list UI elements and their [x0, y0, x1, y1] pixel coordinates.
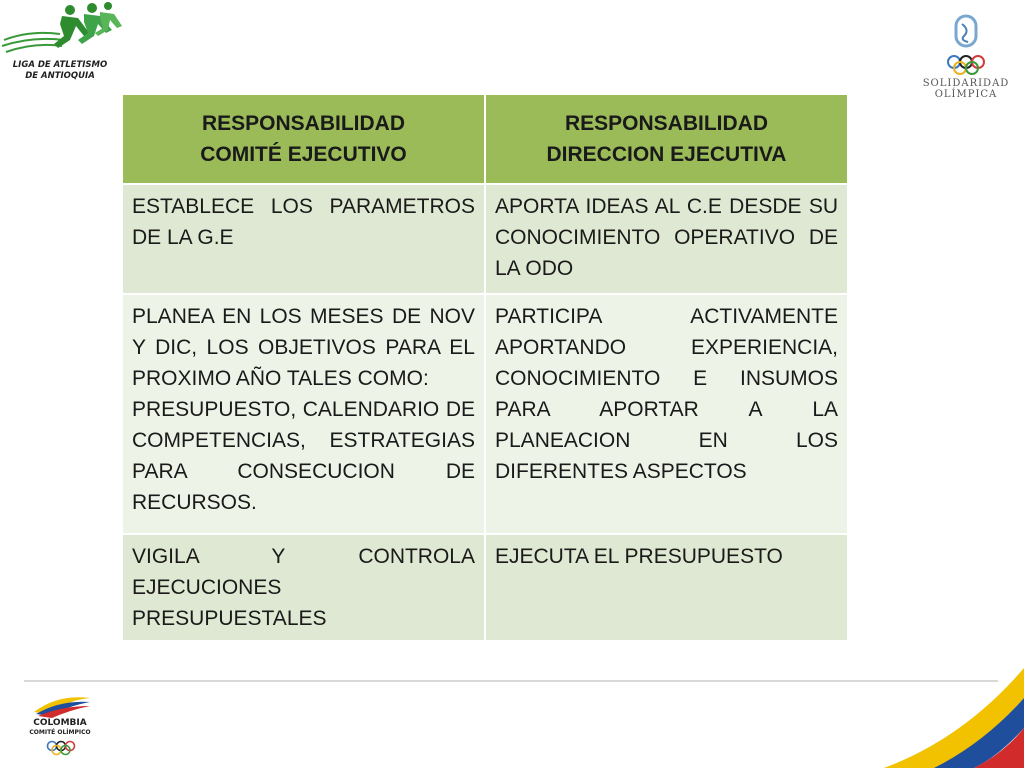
- colombia-logo-line2: COMITÉ OLÍMPICO: [29, 729, 91, 736]
- header-comite-line2: COMITÉ EJECUTIVO: [200, 143, 407, 166]
- responsibility-table: [121, 93, 849, 642]
- header-direccion-line1: RESPONSABILIDAD: [564, 112, 769, 135]
- colombia-logo-line1: COLOMBIA: [33, 718, 87, 728]
- table-row: [122, 294, 848, 534]
- cell-comite-text: PLANEA EN LOS MESES DE NOV Y DIC, LOS OBJETIVOS PARA EL PROXIMO AÑO TALES COMO: PRESUPUESTO, CALENDARIO DE COMPETENCIAS, ESTRATEGIAS PARA CONSECUCION DE RECURSOS.: [132, 305, 475, 514]
- cell-direccion-text: EJECUTA EL PRESUPUESTO: [495, 545, 783, 568]
- cell-direccion: [485, 184, 848, 294]
- cell-comite-text: ESTABLECE LOS PARAMETROS DE LA G.E: [132, 195, 475, 249]
- cell-direccion-text: APORTA IDEAS AL C.E DESDE SU CONOCIMIENTO OPERATIVO DE LA ODO: [495, 195, 838, 280]
- table-row: [122, 184, 848, 294]
- liga-logo-line2: DE ANTIOQUIA: [25, 71, 95, 81]
- table-header-row: [122, 94, 848, 184]
- cell-direccion: [485, 534, 848, 641]
- cell-direccion-text: PARTICIPA ACTIVAMENTE APORTANDO EXPERIENCIA, CONOCIMIENTO E INSUMOS PARA APORTAR A LA PLANEACION EN LOS DIFERENTES ASPECTOS: [495, 305, 838, 483]
- header-direccion-line2: DIRECCION EJECUTIVA: [546, 143, 787, 166]
- cell-comite: [122, 534, 485, 641]
- solidaridad-line1: SOLIDARIDAD: [922, 78, 1010, 89]
- cell-direccion: [485, 294, 848, 534]
- cell-comite-text: VIGILA Y CONTROLA EJECUCIONES PRESUPUESTALES: [132, 545, 475, 630]
- table-row: [122, 534, 848, 641]
- header-comite: [122, 94, 485, 184]
- liga-logo-line1: LIGA DE ATLETISMO: [12, 60, 108, 70]
- header-direccion: [485, 94, 848, 184]
- corner-decoration: [824, 658, 1024, 768]
- header-comite-line1: RESPONSABILIDAD: [201, 112, 406, 135]
- solidaridad-line2: OLÍMPICA: [934, 89, 998, 100]
- cell-comite: [122, 184, 485, 294]
- cell-comite: [122, 294, 485, 534]
